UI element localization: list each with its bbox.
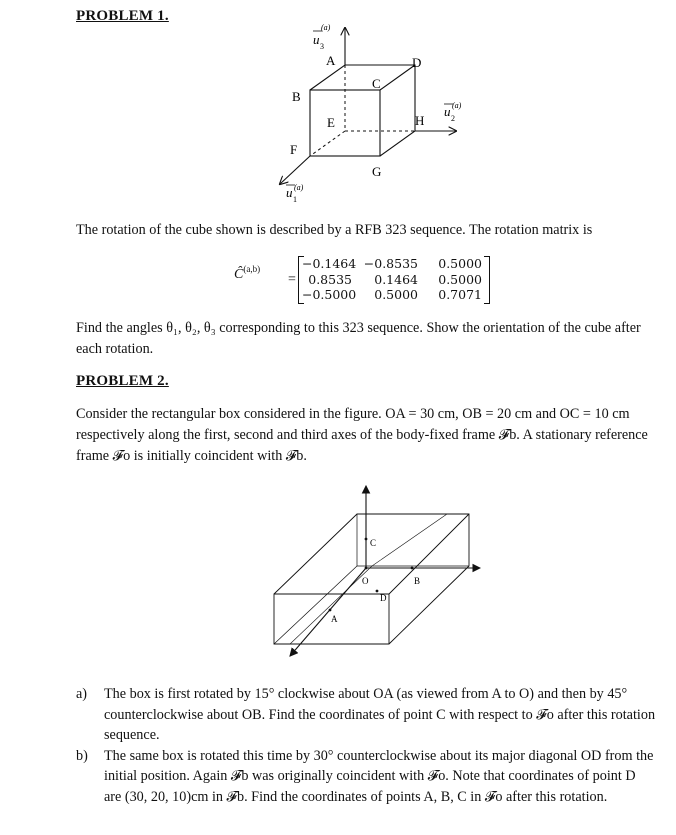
matrix-row-2 xyxy=(302,272,486,288)
problem-1-heading: PROBLEM 1. xyxy=(76,8,169,24)
problem-1-question: Find the angles θ₁, θ₂, θ₃ corresponding to this 323 sequence. Show the orientation of the cube after each rotation. xyxy=(76,320,641,357)
point-O xyxy=(365,567,368,570)
svg-text:u: u xyxy=(444,104,451,119)
matrix-equals: = xyxy=(288,272,296,287)
list-item xyxy=(76,746,656,808)
rotation-matrix xyxy=(234,256,534,308)
label-A: A xyxy=(326,53,336,68)
label-G: G xyxy=(372,164,382,179)
matrix-cell: −0.1464 xyxy=(302,256,357,271)
box-inner-edge xyxy=(274,566,357,644)
list-item xyxy=(76,684,656,746)
point-C xyxy=(365,538,368,541)
matrix-cell: 0.5000 xyxy=(438,271,482,287)
label-A: A xyxy=(331,614,338,624)
label-C: C xyxy=(372,76,381,91)
matrix-label: Ĉ$^{(a,b)}$ xyxy=(234,264,261,282)
u3-axis-label xyxy=(313,23,331,51)
matrix-cell: 0.5000 xyxy=(374,287,418,302)
cube-back-edges xyxy=(310,65,415,156)
label-B: B xyxy=(292,89,301,104)
u1-axis-arrow xyxy=(280,156,310,184)
point-A xyxy=(329,609,332,612)
cube-edge xyxy=(380,65,415,90)
label-C: C xyxy=(370,538,377,548)
matrix-cell: 0.8535 xyxy=(308,271,352,287)
svg-text:u: u xyxy=(313,32,320,47)
box-outline xyxy=(274,514,469,644)
label-H: H xyxy=(415,113,425,128)
matrix-cell: −0.5000 xyxy=(302,287,357,302)
u2-axis-label xyxy=(444,101,462,123)
item-text: The same box is rotated this time by 30° counterclockwise about its major diagonal OD from the initial position. Again 𝓕b was originally coincident with 𝓕o. Note that coordinates of point D are (30, 20, 10)cm in 𝓕b. Find the coordinates of points A, B, C in 𝓕o after this rotation. xyxy=(104,747,654,805)
problem-1-intro: The rotation of the cube shown is described by a RFB 323 sequence. The rotation matrix is xyxy=(76,222,593,238)
matrix-row-1 xyxy=(302,256,486,272)
label-E: E xyxy=(327,115,335,130)
u1-axis-label xyxy=(286,183,304,204)
cube-figure xyxy=(270,16,490,212)
svg-text:2: 2 xyxy=(451,114,455,123)
matrix-cell: 0.7071 xyxy=(438,287,482,302)
matrix-cell: −0.8535 xyxy=(363,256,418,271)
problem-2-heading: PROBLEM 2. xyxy=(76,373,169,389)
label-F: F xyxy=(290,142,298,157)
point-D xyxy=(376,590,379,593)
matrix-right-bracket xyxy=(484,256,490,304)
label-D: D xyxy=(380,593,387,603)
svg-text:(a): (a) xyxy=(452,101,462,110)
problem-2-questions xyxy=(76,684,656,807)
matrix-row-3 xyxy=(302,287,486,303)
box-guide-line xyxy=(372,514,447,566)
matrix-cell: 0.5000 xyxy=(438,256,482,271)
svg-text:3: 3 xyxy=(320,42,324,51)
item-marker: b) xyxy=(76,747,88,764)
item-text: The box is first rotated by 15° clockwise about OA (as viewed from A to O) and then by 45° counterclockwise about OB. Find the coordinates of point C with respect to 𝓕o after this rotation sequence. xyxy=(104,686,656,743)
matrix-cell: 0.1464 xyxy=(374,271,418,287)
svg-text:1: 1 xyxy=(293,195,297,204)
matrix-grid xyxy=(302,256,486,303)
label-B: B xyxy=(414,576,421,586)
box-figure xyxy=(262,484,482,660)
box-axis-1 xyxy=(290,568,366,656)
problem-2-intro: Consider the rectangular box considered in the figure. OA = 30 cm, OB = 20 cm and OC = 10 cm respectively along the first, second and third axes of the body-fixed frame 𝓕b. A stationary reference frame 𝓕o is initially coincident with 𝓕b. xyxy=(76,406,648,464)
svg-text:(a): (a) xyxy=(321,23,331,32)
cube-hidden-edge xyxy=(310,131,345,156)
label-O: O xyxy=(362,576,369,586)
svg-text:(a): (a) xyxy=(294,183,304,192)
label-D: D xyxy=(412,55,422,70)
box-guide-line xyxy=(290,566,372,644)
cube-front-face xyxy=(310,90,380,156)
item-marker: a) xyxy=(76,686,88,702)
svg-text:u: u xyxy=(286,185,293,200)
point-B xyxy=(411,567,414,570)
